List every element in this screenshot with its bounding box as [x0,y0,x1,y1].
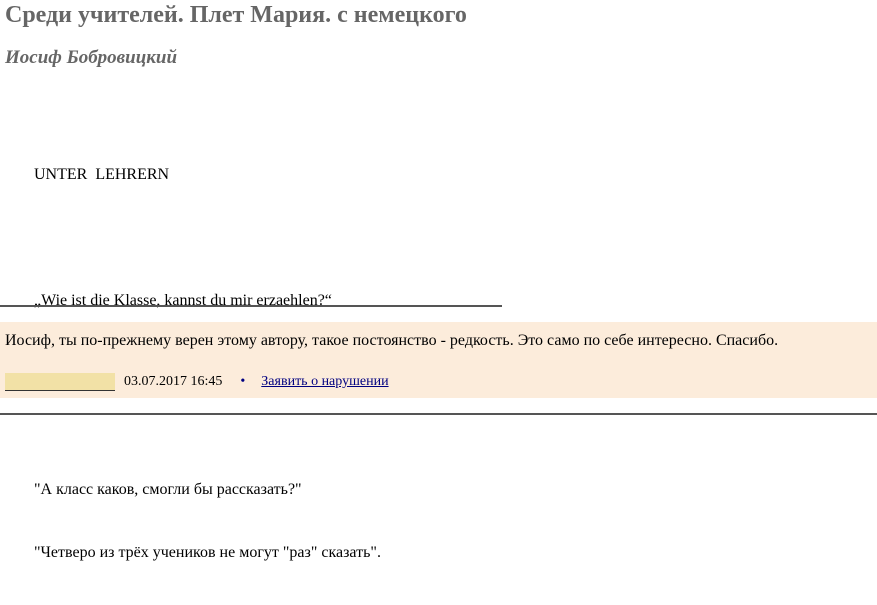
author-name[interactable]: Иосиф Бобровицкий [5,47,178,68]
poem-line [34,227,381,248]
comment-meta [5,373,389,391]
comment-date: 03.07.2017 16:45 [124,374,223,389]
comment-divider [0,413,877,415]
poem-line: „Wie ist die Klasse, kannst du mir erzaehlen?“ [34,292,332,309]
comment-text: Иосиф, ты по-прежнему верен этому автору, такое постоянство - редкость. Это само по себе интересно. Спасибо. [5,332,779,349]
commenter-name-link[interactable] [5,373,115,391]
poem-line: "А класс каков, смогли бы рассказать?" [34,481,302,498]
poem-line: "Четверо из трёх учеников не могут "раз" сказать". [34,544,381,561]
poem-line: UNTER LEHRERN [34,166,170,183]
report-violation-link[interactable]: Заявить о нарушении [261,374,389,389]
bullet-separator: • [240,374,246,389]
poem-divider [0,305,502,307]
review-comment [0,322,877,398]
poem-line [34,416,381,437]
page-title: Среди учителей. Плет Мария. с немецкого [5,2,467,28]
